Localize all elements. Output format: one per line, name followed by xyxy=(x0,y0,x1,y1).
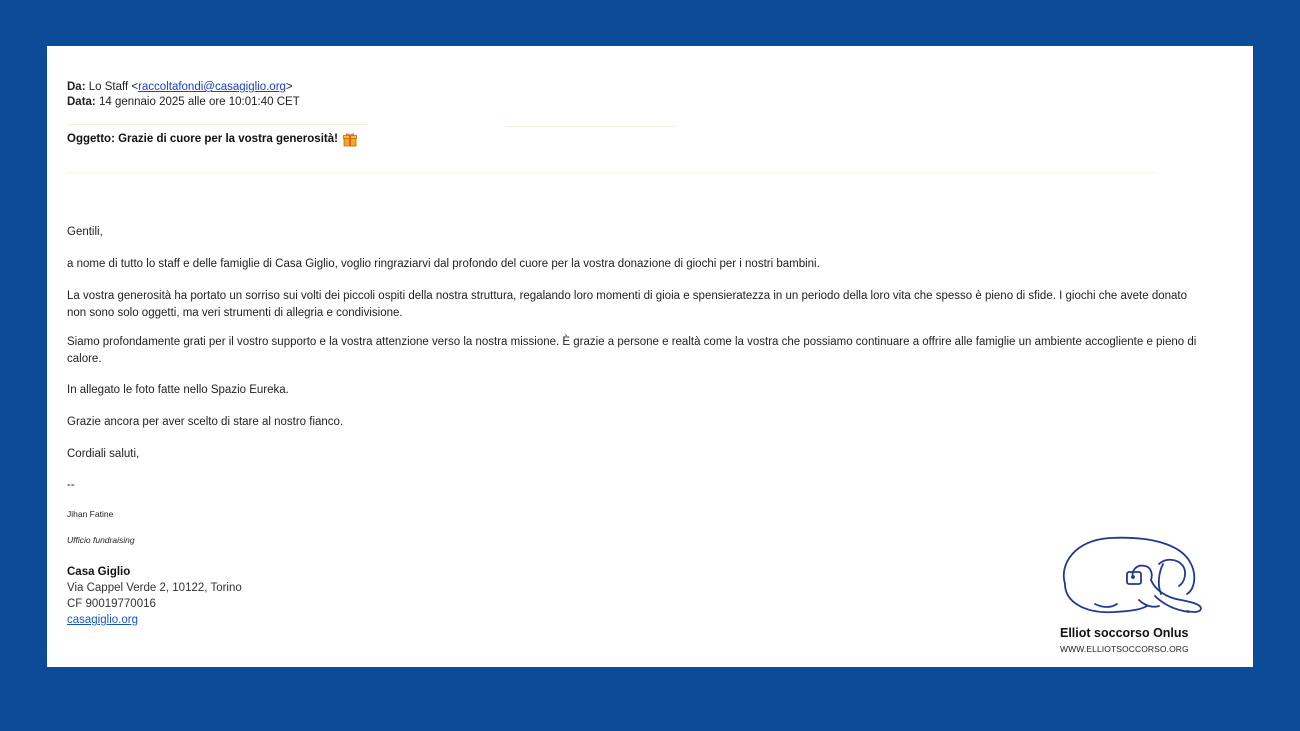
paragraph-1: a nome di tutto lo staff e delle famiglie di Casa Giglio, voglio ringraziarvi dal profondo del cuore per la vostra donazione di giochi per i nostri bambini. xyxy=(67,258,820,270)
from-close: > xyxy=(285,81,293,93)
from-line xyxy=(67,80,300,95)
dog-illustration-icon xyxy=(1055,534,1205,634)
paragraph-4: In allegato le foto fatte nello Spazio Eureka. xyxy=(67,384,289,396)
divider xyxy=(505,126,675,127)
organization-block xyxy=(67,564,242,628)
date-label: Data: xyxy=(67,96,96,108)
paragraph-2: La vostra generosità ha portato un sorriso sui volti dei piccoli ospiti della nostra struttura, regalando loro momenti di gioia e spensieratezza in un periodo della loro vita che spesso è pieno di sfide. I giochi che avete donato non sono solo oggetti, ma veri strumenti di allegria e condivisione. xyxy=(67,290,1187,319)
divider xyxy=(67,124,367,125)
email-subject xyxy=(67,132,357,146)
org-cf: CF 90019770016 xyxy=(67,598,156,610)
from-name: Lo Staff < xyxy=(88,81,139,93)
date-value: 14 gennaio 2025 alle ore 10:01:40 CET xyxy=(98,96,300,108)
email-card xyxy=(47,46,1253,667)
org-name: Casa Giglio xyxy=(67,566,131,578)
signature-name: Jihan Fatine xyxy=(67,509,114,519)
signature-role: Ufficio fundraising xyxy=(67,535,135,545)
org-website-link[interactable]: casagiglio.org xyxy=(67,614,138,626)
logo-title: Elliot soccorso Onlus xyxy=(1060,626,1189,640)
logo-url: WWW.ELLIOTSOCCORSO.ORG xyxy=(1060,644,1189,654)
email-header xyxy=(67,80,300,110)
divider xyxy=(67,172,1157,173)
date-line xyxy=(67,95,300,110)
gift-icon xyxy=(343,132,357,146)
paragraph-5: Grazie ancora per aver scelto di stare al nostro fianco. xyxy=(67,416,344,428)
from-email-link[interactable]: raccoltafondi@casagiglio.org xyxy=(138,81,286,93)
paragraph-3: Siamo profondamente grati per il vostro supporto e la vostra attenzione verso la nostra missione. È grazie a persone e realtà come la vostra che possiamo continuare a offrire alle famiglie un ambiente accogliente e pieno di calore. xyxy=(67,336,1197,365)
subject-text: Oggetto: Grazie di cuore per la vostra generosità! xyxy=(67,133,338,145)
closing: Cordiali saluti, xyxy=(67,448,140,460)
greeting: Gentili, xyxy=(67,226,103,238)
org-address: Via Cappel Verde 2, 10122, Torino xyxy=(67,582,242,594)
signature-separator: -- xyxy=(67,479,75,491)
from-label: Da: xyxy=(67,81,86,93)
